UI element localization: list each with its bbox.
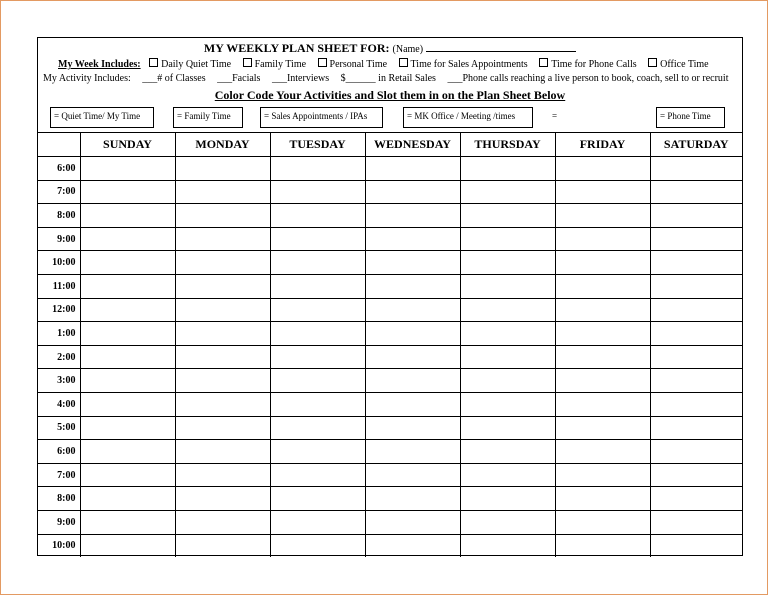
time-row [38, 180, 742, 204]
plan-cell[interactable] [460, 534, 555, 557]
checkbox-label: Daily Quiet Time [161, 59, 232, 70]
color-code-heading: Color Code Your Activities and Slot them in on the Plan Sheet Below [214, 88, 566, 102]
day-header: SATURDAY [650, 133, 742, 157]
plan-cell[interactable] [365, 204, 460, 228]
checkbox-item[interactable] [149, 58, 231, 70]
plan-cell[interactable] [270, 463, 365, 487]
plan-cell[interactable] [650, 157, 742, 181]
plan-cell[interactable] [270, 322, 365, 346]
time-label: 6:00 [38, 157, 80, 181]
time-label: 1:00 [38, 322, 80, 346]
plan-cell[interactable] [365, 157, 460, 181]
time-row [38, 204, 742, 228]
plan-cell[interactable] [460, 463, 555, 487]
plan-cell[interactable] [80, 204, 175, 228]
plan-cell[interactable] [555, 369, 650, 393]
plan-cell[interactable] [460, 440, 555, 464]
time-row [38, 487, 742, 511]
plan-cell[interactable] [175, 204, 270, 228]
plan-cell[interactable] [270, 157, 365, 181]
plan-cell[interactable] [80, 322, 175, 346]
plan-cell[interactable] [650, 180, 742, 204]
plan-cell[interactable] [365, 345, 460, 369]
sheet-title: MY WEEKLY PLAN SHEET FOR: [203, 41, 390, 55]
plan-cell[interactable] [365, 463, 460, 487]
plan-cell[interactable] [460, 345, 555, 369]
time-label: 11:00 [38, 274, 80, 298]
plan-cell[interactable] [80, 180, 175, 204]
time-row [38, 440, 742, 464]
plan-cell[interactable] [365, 440, 460, 464]
plan-cell[interactable] [80, 534, 175, 557]
plan-cell[interactable] [80, 369, 175, 393]
plan-cell[interactable] [270, 345, 365, 369]
activity-facials: ___Facials [217, 73, 261, 84]
day-header-row [38, 133, 742, 157]
day-header: MONDAY [175, 133, 270, 157]
activity-line [43, 73, 737, 84]
time-label: 4:00 [38, 392, 80, 416]
plan-cell[interactable] [555, 487, 650, 511]
plan-cell[interactable] [555, 510, 650, 534]
plan-cell[interactable] [80, 227, 175, 251]
checkbox-icon[interactable] [243, 58, 252, 67]
week-includes-line [58, 58, 718, 70]
plan-cell[interactable] [650, 322, 742, 346]
time-row [38, 322, 742, 346]
time-row [38, 416, 742, 440]
key-sales-appointments: = Sales Appointments / IPAs [260, 107, 383, 128]
plan-cell[interactable] [270, 227, 365, 251]
plan-cell[interactable] [555, 416, 650, 440]
checkbox-item[interactable] [648, 58, 708, 70]
plan-cell[interactable] [80, 487, 175, 511]
plan-cell[interactable] [270, 440, 365, 464]
time-label: 10:00 [38, 251, 80, 275]
plan-cell[interactable] [365, 251, 460, 275]
plan-cell[interactable] [650, 487, 742, 511]
key-blank: = [552, 111, 558, 121]
plan-cell[interactable] [80, 440, 175, 464]
plan-cell[interactable] [80, 416, 175, 440]
plan-sheet [37, 37, 743, 556]
plan-cell[interactable] [555, 534, 650, 557]
corner-cell [38, 133, 80, 157]
plan-cell[interactable] [175, 392, 270, 416]
plan-cell[interactable] [555, 392, 650, 416]
plan-cell[interactable] [650, 392, 742, 416]
plan-cell[interactable] [650, 251, 742, 275]
plan-cell[interactable] [555, 251, 650, 275]
time-label: 7:00 [38, 463, 80, 487]
plan-cell[interactable] [555, 227, 650, 251]
plan-cell[interactable] [270, 534, 365, 557]
time-label: 12:00 [38, 298, 80, 322]
plan-cell[interactable] [365, 416, 460, 440]
plan-cell[interactable] [460, 157, 555, 181]
checkbox-label: Personal Time [329, 59, 388, 70]
plan-cell[interactable] [270, 298, 365, 322]
plan-cell[interactable] [650, 463, 742, 487]
name-field[interactable] [426, 41, 576, 52]
plan-cell[interactable] [365, 534, 460, 557]
plan-cell[interactable] [460, 227, 555, 251]
time-label: 10:00 [38, 534, 80, 557]
time-label: 8:00 [38, 204, 80, 228]
plan-cell[interactable] [80, 345, 175, 369]
plan-cell[interactable] [460, 322, 555, 346]
plan-cell[interactable] [365, 298, 460, 322]
plan-cell[interactable] [80, 463, 175, 487]
plan-cell[interactable] [650, 274, 742, 298]
plan-cell[interactable] [270, 392, 365, 416]
plan-cell[interactable] [365, 392, 460, 416]
plan-cell[interactable] [460, 204, 555, 228]
plan-cell[interactable] [175, 510, 270, 534]
checkbox-label: Time for Phone Calls [551, 59, 637, 70]
day-header: SUNDAY [80, 133, 175, 157]
plan-cell[interactable] [650, 227, 742, 251]
checkbox-icon[interactable] [539, 58, 548, 67]
plan-cell[interactable] [270, 251, 365, 275]
plan-cell[interactable] [270, 416, 365, 440]
plan-cell[interactable] [270, 274, 365, 298]
plan-cell[interactable] [555, 440, 650, 464]
time-label: 5:00 [38, 416, 80, 440]
plan-cell[interactable] [270, 369, 365, 393]
key-quiet-time: = Quiet Time/ My Time [50, 107, 154, 128]
plan-cell[interactable] [175, 322, 270, 346]
plan-cell[interactable] [365, 322, 460, 346]
plan-cell[interactable] [555, 274, 650, 298]
plan-cell[interactable] [175, 463, 270, 487]
plan-cell[interactable] [270, 510, 365, 534]
plan-cell[interactable] [270, 204, 365, 228]
day-header: THURSDAY [460, 133, 555, 157]
checkbox-item[interactable] [243, 58, 306, 70]
time-row [38, 510, 742, 534]
checkbox-label: Office Time [660, 59, 709, 70]
plan-cell[interactable] [175, 180, 270, 204]
checkbox-icon[interactable] [318, 58, 327, 67]
time-label: 9:00 [38, 227, 80, 251]
plan-cell[interactable] [555, 204, 650, 228]
plan-cell[interactable] [270, 180, 365, 204]
plan-cell[interactable] [650, 534, 742, 557]
plan-cell[interactable] [650, 369, 742, 393]
plan-cell[interactable] [270, 487, 365, 511]
checkbox-icon[interactable] [399, 58, 408, 67]
checkbox-item[interactable] [539, 58, 636, 70]
checkbox-item[interactable] [399, 58, 528, 70]
plan-cell[interactable] [80, 298, 175, 322]
key-family-time: = Family Time [173, 107, 243, 128]
time-row [38, 369, 742, 393]
plan-cell[interactable] [555, 180, 650, 204]
plan-cell[interactable] [365, 510, 460, 534]
plan-cell[interactable] [460, 180, 555, 204]
activity-classes: ___# of Classes [142, 73, 206, 84]
name-label: (Name) [392, 44, 424, 55]
plan-cell[interactable] [460, 274, 555, 298]
time-row [38, 534, 742, 557]
plan-cell[interactable] [80, 510, 175, 534]
plan-cell[interactable] [175, 298, 270, 322]
plan-cell[interactable] [365, 180, 460, 204]
time-row [38, 392, 742, 416]
time-label: 7:00 [38, 180, 80, 204]
plan-cell[interactable] [365, 369, 460, 393]
time-label: 2:00 [38, 345, 80, 369]
time-row [38, 274, 742, 298]
activity-phone: ___Phone calls reaching a live person to book, coach, sell to or recruit [447, 73, 729, 84]
weekly-plan-table [38, 132, 742, 557]
plan-cell[interactable] [80, 274, 175, 298]
time-label: 9:00 [38, 510, 80, 534]
time-label: 3:00 [38, 369, 80, 393]
plan-cell[interactable] [555, 345, 650, 369]
plan-cell[interactable] [365, 227, 460, 251]
time-row [38, 463, 742, 487]
plan-cell[interactable] [555, 157, 650, 181]
time-row [38, 345, 742, 369]
plan-cell[interactable] [175, 440, 270, 464]
plan-cell[interactable] [175, 251, 270, 275]
sheet-title-line [38, 41, 742, 56]
plan-cell[interactable] [365, 487, 460, 511]
plan-cell[interactable] [175, 157, 270, 181]
plan-cell[interactable] [650, 510, 742, 534]
plan-cell[interactable] [80, 251, 175, 275]
checkbox-item[interactable] [318, 58, 388, 70]
plan-cell[interactable] [80, 392, 175, 416]
plan-cell[interactable] [650, 440, 742, 464]
checkbox-icon[interactable] [149, 58, 158, 67]
plan-cell[interactable] [555, 298, 650, 322]
day-header: WEDNESDAY [365, 133, 460, 157]
activity-retail: $______ in Retail Sales [340, 73, 436, 84]
key-phone-time: = Phone Time [656, 107, 725, 128]
key-mk-office: = MK Office / Meeting /times [403, 107, 533, 128]
time-label: 6:00 [38, 440, 80, 464]
plan-cell[interactable] [460, 251, 555, 275]
plan-cell[interactable] [460, 510, 555, 534]
plan-cell[interactable] [460, 392, 555, 416]
plan-cell[interactable] [650, 345, 742, 369]
plan-cell[interactable] [175, 369, 270, 393]
plan-cell[interactable] [460, 298, 555, 322]
time-row [38, 251, 742, 275]
checkbox-icon[interactable] [648, 58, 657, 67]
week-includes-label: My Week Includes: [58, 59, 141, 70]
time-row [38, 157, 742, 181]
plan-cell[interactable] [650, 204, 742, 228]
plan-cell[interactable] [175, 227, 270, 251]
plan-cell[interactable] [460, 369, 555, 393]
plan-cell[interactable] [650, 416, 742, 440]
time-row [38, 227, 742, 251]
activity-interviews: ___Interviews [271, 73, 330, 84]
time-label: 8:00 [38, 487, 80, 511]
checkbox-label: Time for Sales Appointments [410, 59, 528, 70]
time-row [38, 298, 742, 322]
day-header: FRIDAY [555, 133, 650, 157]
plan-cell[interactable] [460, 416, 555, 440]
plan-cell[interactable] [555, 463, 650, 487]
plan-cell[interactable] [175, 487, 270, 511]
plan-cell[interactable] [555, 322, 650, 346]
activity-label: My Activity Includes: [43, 73, 131, 84]
plan-cell[interactable] [175, 345, 270, 369]
plan-cell[interactable] [175, 416, 270, 440]
plan-cell[interactable] [80, 157, 175, 181]
plan-cell[interactable] [650, 298, 742, 322]
plan-cell[interactable] [175, 274, 270, 298]
plan-cell[interactable] [460, 487, 555, 511]
day-header: TUESDAY [270, 133, 365, 157]
checkbox-label: Family Time [254, 59, 307, 70]
plan-cell[interactable] [175, 534, 270, 557]
plan-cell[interactable] [365, 274, 460, 298]
